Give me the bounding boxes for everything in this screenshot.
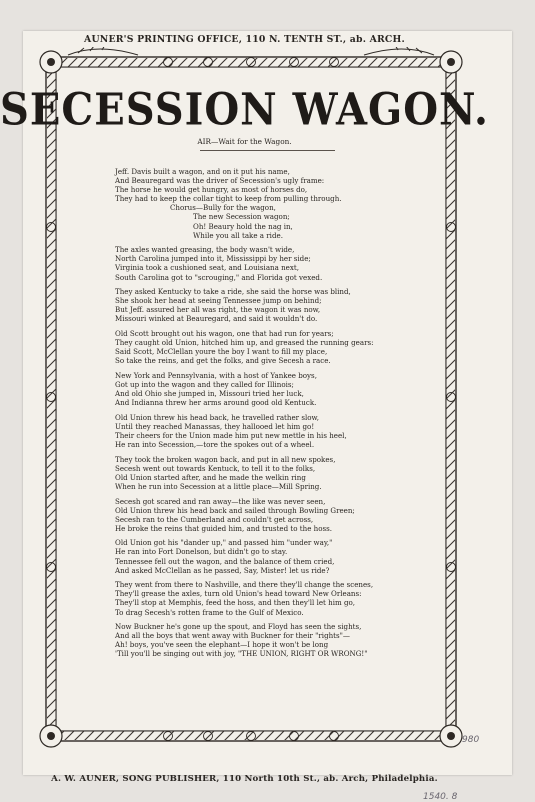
verse-line: They had to keep the collar tight to keep from pulling through. (115, 194, 342, 204)
verse-line: She shook her head at seeing Tennessee jump on behind; (115, 296, 322, 306)
verse-line: Old Union threw his head back and sailed through Bowling Green; (115, 505, 355, 515)
verse-line: To drag Secesh's rotten frame to the Gulf of Mexico. (115, 607, 304, 617)
stanza (115, 245, 465, 281)
verse-line: They caught old Union, hitched him up, and greased the running gears: (115, 338, 374, 348)
stanza (115, 622, 465, 658)
verse-line: They asked Kentucky to take a ride, she said the horse was blind, (115, 287, 351, 297)
song-title: SECESSION WAGON. (0, 83, 489, 136)
chorus (115, 203, 465, 239)
verse-line: And Beauregard was the driver of Secession's ugly frame: (115, 176, 325, 186)
stanza (115, 167, 465, 203)
verse-line: Got up into the wagon and they called for Illinois; (115, 379, 294, 389)
verse-line: They'll grease the axles, turn old Union's head toward New Orleans: (115, 589, 362, 599)
verse-line: And Indianna threw her arms around good old Kentuck. (115, 398, 317, 408)
verse-line: They took the broken wagon back, and put in all new spokes, (115, 454, 336, 464)
stanza (115, 538, 465, 574)
verse-line: And asked McClellan as he passed, Say, Mister! let us ride? (115, 565, 330, 575)
verse-line: Said Scott, McClellan youre the boy I want to fill my place, (115, 347, 328, 357)
verse-line: Secesh went out towards Kentuck, to tell it to the folks, (115, 463, 316, 473)
stanza (115, 497, 465, 533)
verse-line: Their cheers for the Union made him put new mettle in his heel, (115, 430, 347, 440)
tune-indication: AIR—Wait for the Wagon. (197, 137, 292, 146)
verse-line: Secesh ran to the Cumberland and couldn't get across, (115, 514, 314, 524)
catalog-number: 1540. 8 (423, 792, 458, 802)
verse-line: North Carolina jumped into it, Mississippi by her side; (115, 254, 311, 264)
verse-line: He broke the reins that guided him, and trusted to the hoss. (115, 523, 333, 533)
verse-line: Tennessee fell out the wagon, and the balance of them cried, (115, 556, 335, 566)
title-rule (200, 150, 335, 151)
verse-line: While you all take a ride. (193, 230, 283, 240)
verse-line: The horse he would get hungry, as most of horses do, (115, 185, 308, 195)
verse-line: When he run into Secession at a little place—Mill Spring. (115, 481, 322, 491)
verse-line: Old Union got his "dander up," and passed him "under way," (115, 538, 333, 548)
stanza (115, 455, 465, 491)
verse-line: So take the reins, and get the folks, and give Secesh a race. (115, 356, 331, 366)
verse-line: And all the boys that went away with Buckner for their "rights"— (115, 631, 351, 641)
verse-line: Old Scott brought out his wagon, one that had run for years; (115, 329, 334, 338)
verse-line: Oh! Beaury hold the nag in, (193, 221, 293, 231)
verse-line: But Jeff. assured her all was right, the wagon it was now, (115, 305, 321, 315)
verse-line: Now Buckner he's gone up the spout, and Floyd has seen the sights, (115, 622, 362, 632)
verse-line: They went from there to Nashville, and there they'll change the scenes, (115, 580, 374, 590)
verse-line: The new Secession wagon; (193, 212, 290, 222)
verse-line: Chorus—Bully for the wagon, (170, 203, 276, 213)
verse-line: New York and Pennsylvania, with a host of Yankee boys, (115, 370, 317, 380)
verse-line: He ran into Secession,—tore the spokes out of a wheel. (115, 440, 315, 450)
stanza (115, 371, 465, 407)
verse-line: Missouri winked at Beauregard, and said it wouldn't do. (115, 314, 318, 324)
verse-line: Virginia took a cushioned seat, and Louisiana next, (115, 263, 299, 273)
margin-number: 980 (462, 735, 480, 745)
verse-line: Ah! boys, you've seen the elephant—I hope it won't be long (115, 640, 329, 650)
verse-line: He ran into Fort Donelson, but didn't go to stay. (115, 547, 288, 557)
verse-line: Old Union started after, and he made the welkin ring (115, 472, 306, 482)
stanza (115, 329, 465, 365)
stanza (115, 413, 465, 449)
verse-line: South Carolina got to "scrouging," and Florida got vexed. (115, 272, 323, 282)
verse-line: Until they reached Manassas, they hallooed let him go! (115, 421, 315, 431)
stanza (115, 287, 465, 323)
verse-line: 'Till you'll be singing out with joy, "THE UNION, RIGHT OR WRONG!" (115, 649, 368, 659)
printer-header: AUNER'S PRINTING OFFICE, 110 N. TENTH ST., ab. ARCH. (84, 34, 405, 45)
verse-line: And old Ohio she jumped in, Missouri tried her luck, (115, 389, 304, 399)
song-lyrics (115, 167, 465, 664)
verse-line: Secesh got scared and ran away—the like was never seen, (115, 496, 326, 506)
verse-line: They'll stop at Memphis, feed the hoss, and then they'll let him go, (115, 598, 356, 608)
verse-line: Old Union threw his head back, he travelled rather slow, (115, 412, 319, 422)
verse-line: Jeff. Davis built a wagon, and on it put his name, (115, 167, 290, 176)
publisher-footer: A. W. AUNER, SONG PUBLISHER, 110 North 10th St., ab. Arch, Philadelphia. (51, 774, 438, 784)
verse-line: The axles wanted greasing, the body wasn't wide, (115, 245, 295, 255)
stanza (115, 580, 465, 616)
